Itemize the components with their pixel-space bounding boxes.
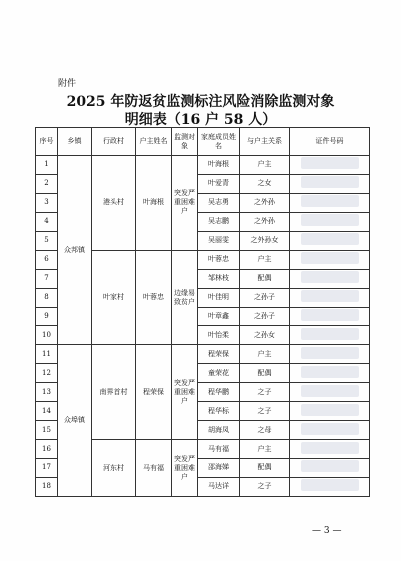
- id-redacted: [290, 364, 370, 383]
- member-name: 吴志鹏: [198, 212, 240, 231]
- header-village: 行政村: [92, 128, 136, 156]
- id-redacted: [290, 402, 370, 421]
- village-cell: 叶家村: [92, 250, 136, 345]
- header-town: 乡镇: [58, 128, 92, 156]
- row-no: 5: [36, 231, 58, 250]
- member-name: 马有福: [198, 440, 240, 459]
- id-redacted: [290, 345, 370, 364]
- table-row: [36, 345, 370, 364]
- householder-cell: 马有福: [136, 440, 172, 497]
- row-no: 14: [36, 402, 58, 421]
- id-redacted: [290, 383, 370, 402]
- relation: 之外孙: [240, 193, 290, 212]
- member-name: 叶海根: [198, 156, 240, 175]
- row-no: 2: [36, 174, 58, 193]
- householder-cell: 叶海根: [136, 156, 172, 251]
- id-redacted: [290, 212, 370, 231]
- row-no: 8: [36, 288, 58, 307]
- relation: 配偶: [240, 269, 290, 288]
- category-cell: 边缘易致贫户: [172, 250, 198, 345]
- row-no: 16: [36, 440, 58, 459]
- category-cell: 突发严重困难户: [172, 440, 198, 497]
- attachment-label: 附件: [58, 79, 77, 89]
- member-name: 胡海凤: [198, 421, 240, 440]
- row-no: 9: [36, 307, 58, 326]
- village-cell: 港头村: [92, 156, 136, 251]
- row-no: 1: [36, 156, 58, 175]
- relation: 之子: [240, 477, 290, 496]
- id-redacted: [290, 326, 370, 345]
- id-redacted: [290, 250, 370, 269]
- id-redacted: [290, 477, 370, 496]
- relation: 之子: [240, 383, 290, 402]
- relation: 之外孙: [240, 212, 290, 231]
- member-name: 叶爱青: [198, 174, 240, 193]
- householder-cell: 程荣保: [136, 345, 172, 440]
- member-name: 程华鹏: [198, 383, 240, 402]
- row-no: 4: [36, 212, 58, 231]
- id-redacted: [290, 307, 370, 326]
- member-name: 叶怡柔: [198, 326, 240, 345]
- id-redacted: [290, 421, 370, 440]
- row-no: 6: [36, 250, 58, 269]
- town-cell: 众邦镇: [58, 156, 92, 345]
- row-no: 7: [36, 269, 58, 288]
- id-redacted: [290, 193, 370, 212]
- member-name: 叶章鑫: [198, 307, 240, 326]
- relation: 之母: [240, 421, 290, 440]
- member-name: 叶蓉忠: [198, 250, 240, 269]
- header-relation: 与户主关系: [240, 128, 290, 156]
- member-name: 吴志勇: [198, 193, 240, 212]
- town-cell: 众埠镇: [58, 345, 92, 497]
- header-member: 家庭成员姓名: [198, 128, 240, 156]
- relation: 之孙子: [240, 307, 290, 326]
- row-no: 10: [36, 326, 58, 345]
- id-redacted: [290, 288, 370, 307]
- header-category: 监测对象: [172, 128, 198, 156]
- row-no: 11: [36, 345, 58, 364]
- member-name: 马达详: [198, 477, 240, 496]
- member-name: 邹林枝: [198, 269, 240, 288]
- category-cell: 突发严重困难户: [172, 156, 198, 251]
- member-name: 程华标: [198, 402, 240, 421]
- relation: 之孙子: [240, 288, 290, 307]
- relation: 之外孙女: [240, 231, 290, 250]
- row-no: 12: [36, 364, 58, 383]
- relation: 户主: [240, 440, 290, 459]
- village-cell: 河东村: [92, 440, 136, 497]
- village-cell: 南界首村: [92, 345, 136, 440]
- member-name: 程荣保: [198, 345, 240, 364]
- id-redacted: [290, 174, 370, 193]
- id-redacted: [290, 231, 370, 250]
- row-no: 15: [36, 421, 58, 440]
- relation: 之女: [240, 174, 290, 193]
- id-redacted: [290, 440, 370, 459]
- member-name: 童荣花: [198, 364, 240, 383]
- table-header-row: [36, 128, 370, 156]
- relation: 配偶: [240, 459, 290, 478]
- row-no: 18: [36, 477, 58, 496]
- id-redacted: [290, 459, 370, 478]
- relation: 之子: [240, 402, 290, 421]
- relation: 户主: [240, 345, 290, 364]
- householder-cell: 叶蓉忠: [136, 250, 172, 345]
- table-row: [36, 156, 370, 175]
- header-id: 证件号码: [290, 128, 370, 156]
- header-seq: 序号: [36, 128, 58, 156]
- header-householder: 户主姓名: [136, 128, 172, 156]
- document-title-line1: 2025 年防返贫监测标注风险消除监测对象: [66, 94, 335, 110]
- row-no: 13: [36, 383, 58, 402]
- relation: 户主: [240, 250, 290, 269]
- page-number: — 3 —: [312, 526, 342, 536]
- relation: 户主: [240, 156, 290, 175]
- id-redacted: [290, 269, 370, 288]
- row-no: 17: [36, 459, 58, 478]
- relation: 之孙女: [240, 326, 290, 345]
- document-title-line2: 明细表（16 户 58 人）: [124, 112, 277, 128]
- relation: 配偶: [240, 364, 290, 383]
- monitoring-table: [35, 127, 370, 497]
- member-name: 吴丽雯: [198, 231, 240, 250]
- member-name: 叶佳明: [198, 288, 240, 307]
- id-redacted: [290, 156, 370, 175]
- category-cell: 突发严重困难户: [172, 345, 198, 440]
- row-no: 3: [36, 193, 58, 212]
- member-name: 邵海娣: [198, 459, 240, 478]
